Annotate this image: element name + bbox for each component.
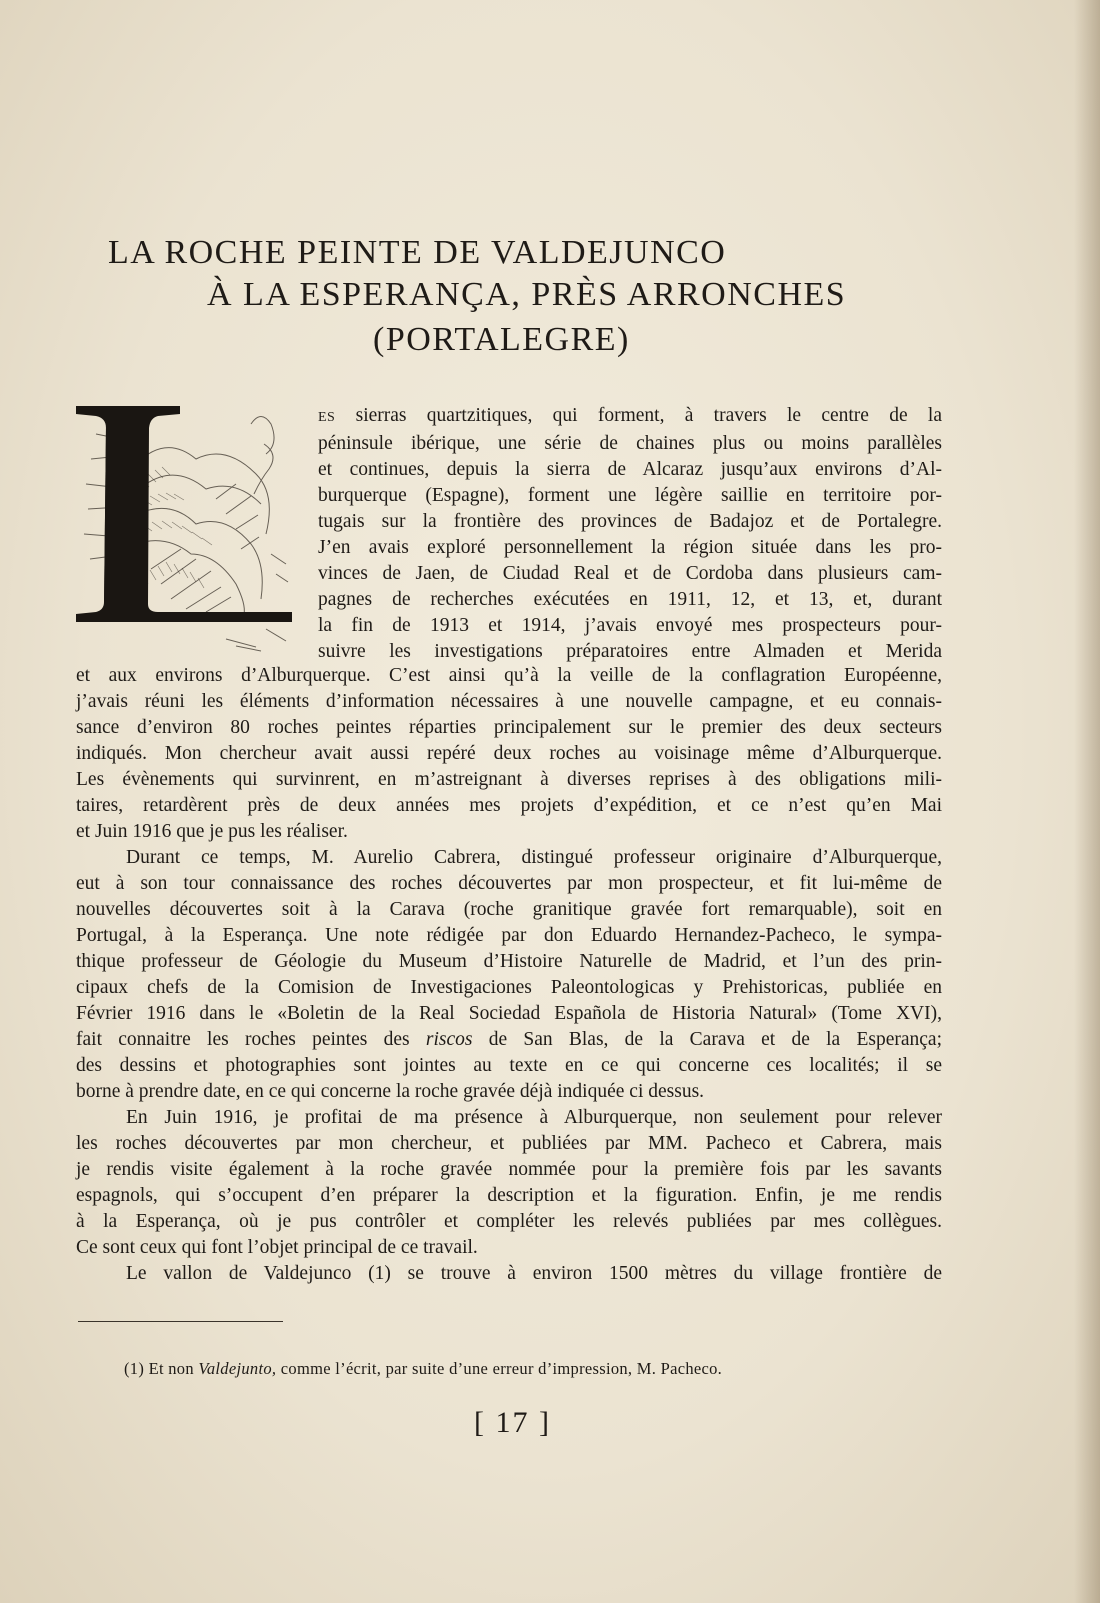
text-line: indiqués. Mon chercheur avait aussi repéré deux roches au voisinage même d’Alburquerque. [76, 743, 942, 764]
text-line: la fin de 1913 et 1914, j’avais envoyé mes prospecteurs pour- [318, 615, 942, 636]
text-line: espagnols, qui s’occupent d’en préparer la description et la figuration. Enfin, je me rendis [76, 1185, 942, 1206]
title-line-2: À LA ESPERANÇA, PRÈS ARRONCHES [207, 276, 847, 313]
text-line: J’en avais exploré personnellement la région située dans les pro- [318, 537, 942, 558]
text-line: Les évènements qui survinrent, en m’astreignant à diverses reprises à des obligations mili- [76, 769, 942, 790]
text-line: Ce sont ceux qui font l’objet principal de ce travail. [76, 1237, 478, 1258]
text-line: cipaux chefs de la Comision de Investigaciones Paleontologicas y Prehistoricas, publiée en [76, 977, 942, 998]
opening-paragraph-column [318, 403, 942, 665]
body-text [76, 663, 942, 1287]
ornamental-initial-L-icon [76, 404, 292, 654]
dropcap-word-rest: ES [318, 410, 336, 425]
text-line: et aux environs d’Alburquerque. C’est ainsi qu’à la veille de la conflagration Européenne, [76, 665, 942, 686]
title-line-1: LA ROCHE PEINTE DE VALDEJUNCO [108, 234, 727, 271]
text-line: des dessins et photographies sont jointes au texte en ce qui concerne ces localités; il se [76, 1055, 942, 1076]
page-number: [ 17 ] [474, 1406, 551, 1439]
text-line: les roches découvertes par mon chercheur, et publiées par MM. Pacheco et Cabrera, mais [76, 1133, 942, 1154]
italic-riscos: riscos [425, 1029, 473, 1050]
text-line: et Juin 1916 que je pus les réaliser. [76, 821, 348, 842]
text-line: pagnes de recherches exécutées en 1911, 12, et 13, et, durant [318, 589, 942, 610]
text-line: fait connaitre les roches peintes des riscos de San Blas, de la Carava et de la Esperança; [76, 1029, 942, 1050]
text-line: nouvelles découvertes soit à la Carava (roche granitique gravée fort remarquable), soit en [76, 899, 942, 920]
text-line: péninsule ibérique, une série de chaines plus ou moins parallèles [318, 433, 942, 454]
text-line: j’avais réuni les éléments d’information nécessaires à une nouvelle campagne, et eu connais- [76, 691, 942, 712]
text-line: vinces de Jaen, de Ciudad Real et de Cordoba dans plusieurs cam- [318, 563, 942, 584]
text-line: Le vallon de Valdejunco (1) se trouve à environ 1500 mètres du village frontière de [126, 1263, 942, 1284]
text-line: taires, retardèrent près de deux années mes projets d’expédition, et ce n’est qu’en Mai [76, 795, 942, 816]
footnote: (1) Et non Valdejunto, comme l’écrit, par suite d’une erreur d’impression, M. Pacheco. [124, 1359, 723, 1378]
text-line: Février 1916 dans le «Boletin de la Real Sociedad Española de Historia Natural» (Tome XVI), [76, 1003, 942, 1024]
text-line: je rendis visite également à la roche gravée nommée pour la première fois par les savants [76, 1159, 942, 1180]
text-line: sance d’environ 80 roches peintes réparties principalement sur le premier des deux secteurs [76, 717, 942, 738]
text-line: borne à prendre date, en ce qui concerne la roche gravée déjà indiquée ci dessus. [76, 1081, 705, 1102]
text-line: En Juin 1916, je profitai de ma présence à Alburquerque, non seulement pour relever [126, 1107, 942, 1128]
text-line: à la Esperança, où je pus contrôler et compléter les relevés publiées par mes collègues. [76, 1211, 942, 1232]
title-line-3: (PORTALEGRE) [373, 321, 630, 358]
text-line: burquerque (Espagne), forment une légère saillie en territoire por- [318, 485, 942, 506]
text-line: Portugal, à la Esperança. Une note rédigée par don Eduardo Hernandez-Pacheco, le sympa- [76, 925, 942, 946]
text-line: tugais sur la frontière des provinces de Badajoz et de Portalegre. [318, 511, 942, 532]
text-line: thique professeur de Géologie du Museum d’Histoire Naturelle de Madrid, et l’un des prin- [76, 951, 942, 972]
text-line: ES sierras quartzitiques, qui forment, à travers le centre de la [318, 405, 942, 426]
text-line: Durant ce temps, M. Aurelio Cabrera, distingué professeur originaire d’Alburquerque, [126, 847, 942, 868]
text-line: eut à son tour connaissance des roches découvertes par mon prospecteur, et fit lui-même de [76, 873, 942, 894]
footnote-divider [78, 1321, 283, 1322]
text-line: suivre les investigations préparatoires entre Almaden et Merida [318, 641, 942, 662]
text-line: et continues, depuis la sierra de Alcaraz jusqu’aux environs d’Al- [318, 459, 942, 480]
footnote-italic: Valdejunto, [198, 1359, 277, 1378]
